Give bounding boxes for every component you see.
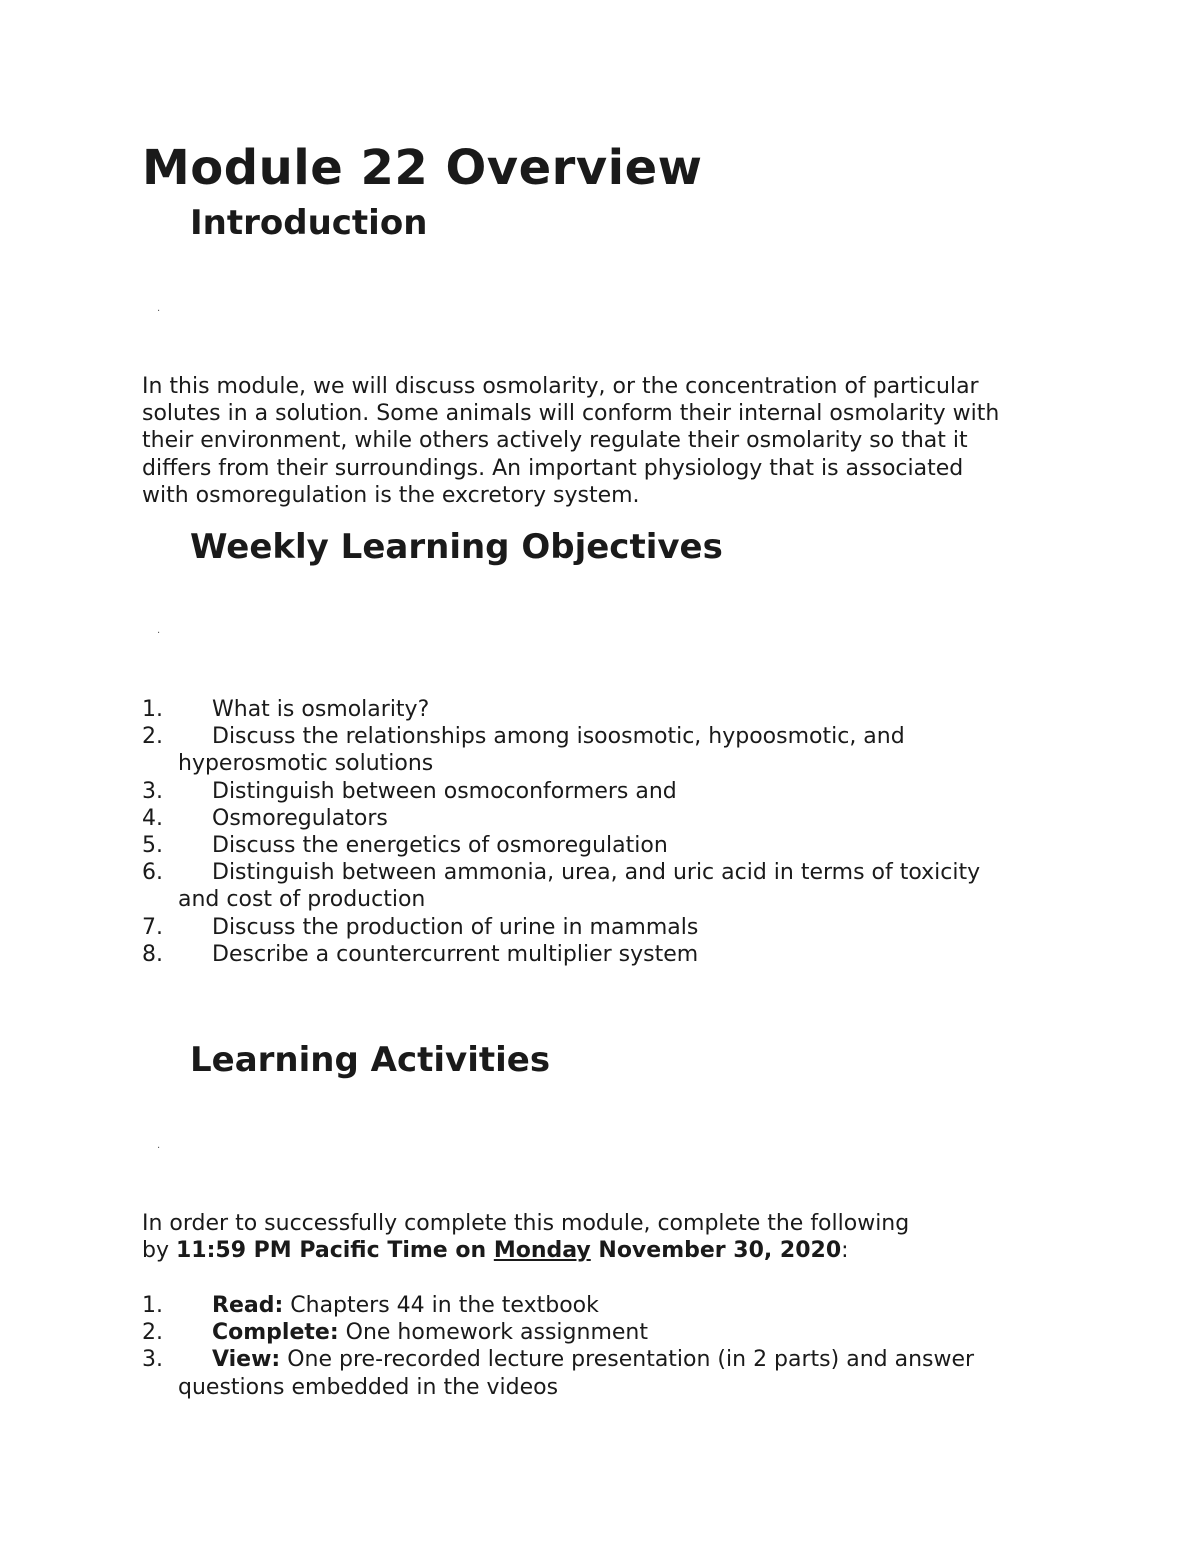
objective-item (142, 941, 1082, 968)
objective-text: Describe a countercurrent multiplier system (212, 941, 699, 967)
activity-number: 1. (142, 1293, 163, 1318)
activity-item (142, 1346, 1082, 1400)
objective-item (142, 914, 1082, 941)
objective-number: 7. (142, 914, 163, 940)
activity-number: 3. (142, 1347, 163, 1373)
activity-description: Chapters 44 in the textbook (283, 1293, 599, 1318)
objective-item (142, 696, 1082, 723)
activity-item (142, 1319, 1082, 1346)
due-time: 11:59 PM Pacific Time on (175, 1238, 494, 1264)
intro-line: differs from their surroundings. An important physiology that is associated (142, 455, 964, 481)
objective-number: 1. (142, 697, 163, 722)
objective-text: What is osmolarity? (212, 697, 430, 722)
intro-line: solutes in a solution. Some animals will conform their internal osmolarity with (142, 401, 1000, 427)
due-colon: : (841, 1238, 849, 1264)
objective-text-continued: and cost of production (178, 887, 426, 913)
activity-description: One homework assignment (338, 1320, 648, 1346)
page-title: Module 22 Overview (142, 140, 703, 196)
activity-text-continued: questions embedded in the videos (178, 1374, 559, 1400)
activity-text (212, 1292, 1082, 1319)
intro-marker: · (157, 306, 161, 317)
objective-item (142, 723, 1082, 777)
objective-text: Discuss the energetics of osmoregulation (212, 833, 668, 859)
activity-text (212, 1319, 1082, 1346)
objective-text: Discuss the relationships among isoosmotic, hypoosmotic, and (212, 724, 905, 750)
intro-heading: Introduction (190, 203, 428, 243)
objective-item (142, 778, 1082, 805)
objective-number: 5. (142, 833, 163, 859)
intro-line: In this module, we will discuss osmolarity, or the concentration of particular (142, 374, 979, 399)
due-line-2 (142, 1237, 909, 1264)
activities-list (142, 1292, 1082, 1401)
objectives-marker: · (157, 628, 161, 639)
intro-line: with osmoregulation is the excretory system. (142, 482, 640, 508)
objective-item (142, 832, 1082, 859)
objective-text: Discuss the production of urine in mammals (212, 914, 699, 940)
activity-label: View: (212, 1347, 281, 1373)
due-date: November 30, 2020 (590, 1238, 842, 1264)
activity-text (212, 1346, 1082, 1373)
due-line-1: In order to successfully complete this module, complete the following (142, 1211, 910, 1236)
activities-heading: Learning Activities (190, 1040, 551, 1080)
objective-number: 8. (142, 941, 163, 967)
objective-number: 6. (142, 860, 163, 886)
intro-paragraph (142, 373, 1082, 509)
objective-number: 2. (142, 724, 163, 750)
objectives-list (142, 696, 1082, 968)
objective-number: 4. (142, 805, 163, 831)
intro-line: their environment, while others actively regulate their osmolarity so that it (142, 428, 968, 454)
activities-marker: · (157, 1143, 161, 1154)
objective-text-continued: hyperosmotic solutions (178, 751, 434, 777)
due-day: Monday (493, 1238, 591, 1264)
activity-label: Read: (212, 1293, 284, 1318)
objective-item (142, 805, 1082, 832)
due-statement (142, 1210, 909, 1264)
activity-label: Complete: (212, 1320, 339, 1346)
activity-item (142, 1292, 1082, 1319)
objectives-heading: Weekly Learning Objectives (190, 527, 723, 567)
objective-number: 3. (142, 778, 163, 804)
activity-description: One pre-recorded lecture presentation (in 2 parts) and answer (280, 1347, 975, 1373)
due-by: by (142, 1238, 176, 1264)
objective-item (142, 859, 1082, 913)
objective-text: Distinguish between ammonia, urea, and uric acid in terms of toxicity (212, 860, 981, 886)
objective-text: Distinguish between osmoconformers and (212, 778, 677, 804)
activity-number: 2. (142, 1320, 163, 1346)
objective-text: Osmoregulators (212, 805, 388, 831)
